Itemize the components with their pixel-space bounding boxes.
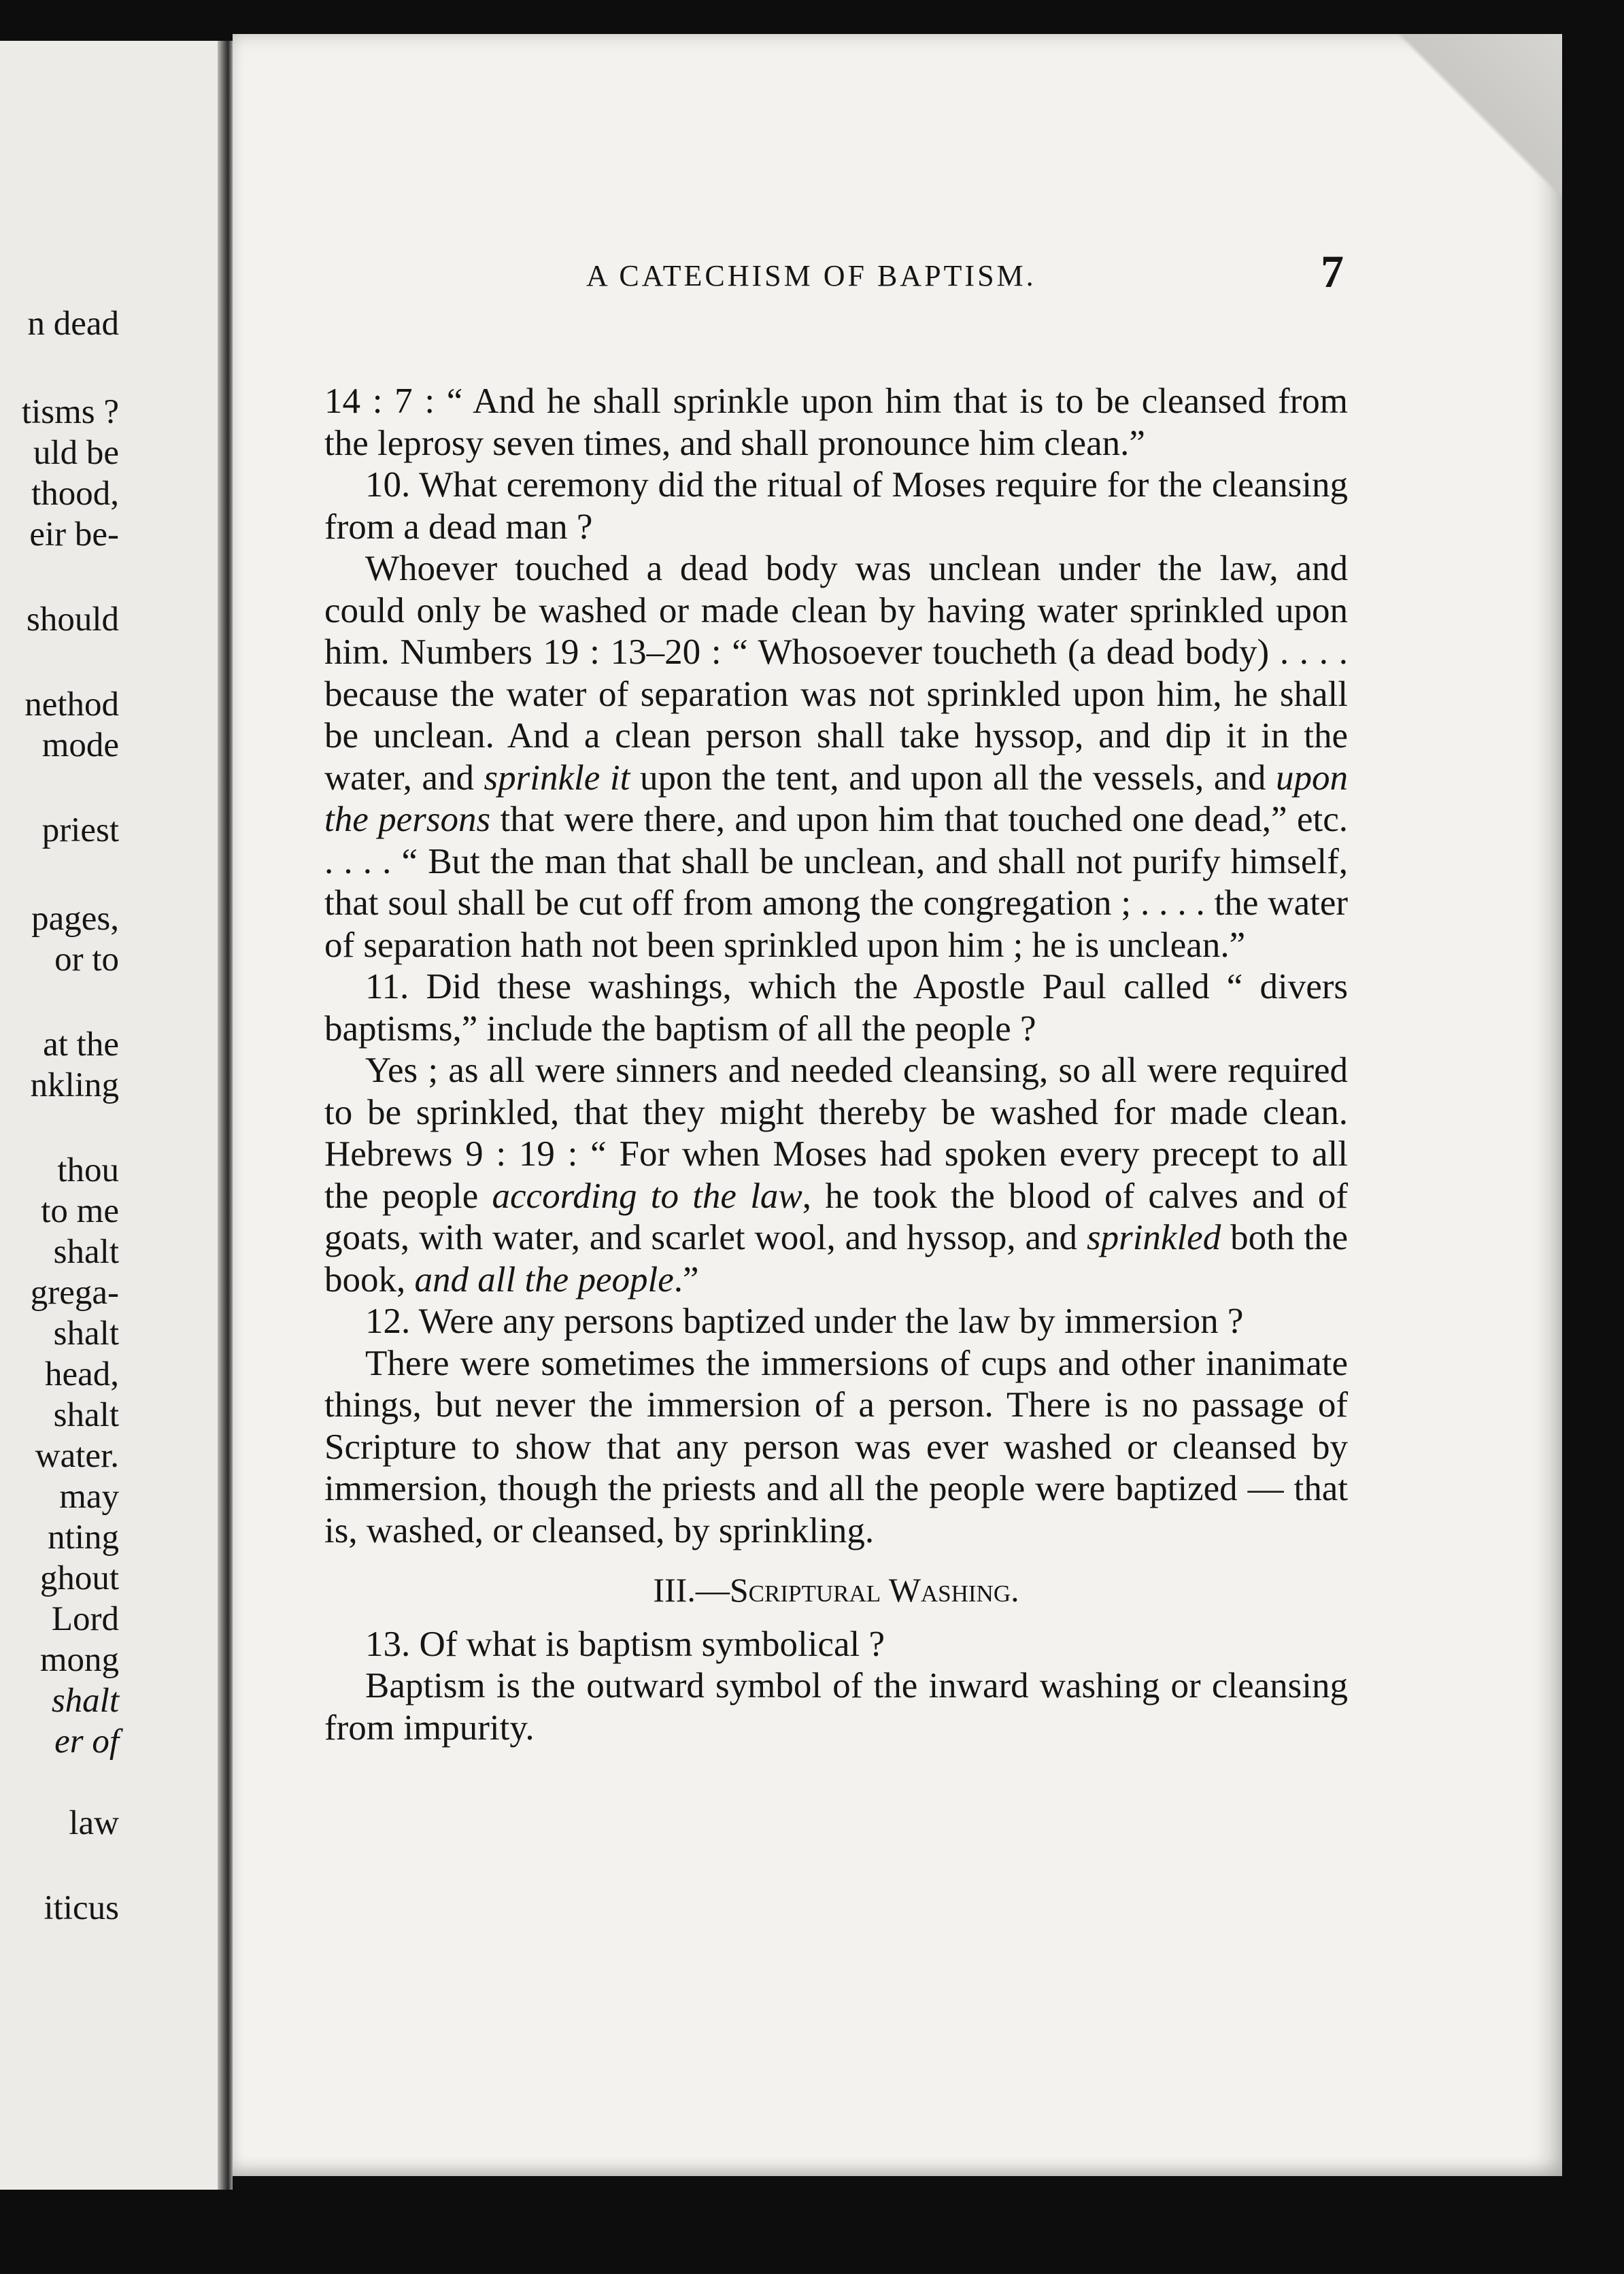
answer-13: Baptism is the outward symbol of the inward washing or cleansing from impurity. [324, 1666, 1348, 1748]
facing-page-fragment: head, [44, 1355, 119, 1393]
facing-page-fragment: thood, [31, 475, 119, 513]
facing-page-fragment: n dead [27, 305, 119, 343]
facing-page-fragment: or to [54, 940, 119, 979]
emphasis-text: and all the people [414, 1259, 674, 1300]
section-heading: III.—Scriptural Washing. [653, 1571, 1019, 1609]
answer-text: , he took the blood of calves and of goats, with water, and scarlet wool, and hyssop, and [324, 1176, 1349, 1257]
facing-page-fragment: nethod [24, 685, 119, 724]
answer-text: Yes ; as all were sinners and needed cleansing, so all were required to be sprinkled, that they might thereby be washed for made clean. Hebrews 9 : 19 : “ For when Moses had spoken every precept to all the people [324, 1051, 1348, 1216]
question-13: 13. Of what is baptism symbolical ? [365, 1624, 885, 1664]
paragraph-text: 14 : 7 : “ And he shall sprinkle upon him that is to be cleansed from the leprosy seven times, and shall pronounce him clean.” [324, 381, 1348, 463]
page-body [324, 381, 1348, 1749]
facing-page-fragment: should [26, 600, 119, 639]
facing-page-fragment: grega- [30, 1274, 119, 1312]
answer-text: both the book, [324, 1218, 1348, 1300]
facing-page-fragment: shalt [53, 1233, 119, 1271]
answer-text: Whoever touched a dead body was unclean under the law, and could only be washed or made clean by having water sprinkled upon him. Numbers 19 : 13–20 : “ Whosoever toucheth (a dead body) . . . . because the water of separation was not sprinkled upon him, he shall be unclean. And a clean person shall take hyssop, and dip it in the water, and [324, 549, 1348, 798]
paragraph-continuation [324, 381, 1348, 464]
facing-page-fragment: uld be [33, 434, 119, 472]
answer-10 [324, 548, 1348, 966]
emphasis-text: according to the law [492, 1176, 802, 1216]
facing-page-fragment: to me [41, 1192, 119, 1230]
answer-text: .” [673, 1259, 699, 1300]
answer-text: upon the tent, and upon all the vessels, and [630, 758, 1276, 798]
question-12: 12. Were any persons baptized under the law by immersion ? [365, 1302, 1244, 1341]
facing-page-fragment: nting [48, 1518, 119, 1557]
facing-page-fragment: at the [43, 1025, 119, 1064]
facing-page-fragment: water. [35, 1437, 119, 1475]
answer-text: that were there, and upon him that touched one dead,” etc. . . . . “ But the man that shall be unclean, and shall not purify himself, that soul shall be cut off from among the congregation ; . . . . the water of separation hath not been sprinkled upon him ; he is unclean.” [324, 800, 1348, 965]
facing-page-fragment: eir be- [29, 515, 119, 554]
question-10: 10. What ceremony did the ritual of Moses require for the cleansing from a dead man ? [324, 465, 1348, 547]
page-number: 7 [1321, 245, 1344, 297]
facing-page-fragment: tisms ? [21, 393, 119, 431]
facing-page-fragment: shalt [53, 1396, 119, 1434]
facing-page-fragment: pages, [31, 900, 119, 938]
facing-page-fragment: er of [54, 1723, 119, 1761]
facing-page-fragment: shalt [53, 1314, 119, 1353]
answer-11 [324, 1050, 1348, 1301]
facing-page-fragment: law [69, 1804, 119, 1842]
emphasis-text: sprinkled [1086, 1218, 1221, 1257]
facing-page-fragment: mong [39, 1641, 119, 1679]
answer-12: There were sometimes the immersions of cups and other inanimate things, but never the immersion of a person. There is no passage of Scripture to show that any person was ever washed or cleansed by immersion, though the priests and all the people were baptized — that is, washed, or cleansed, by sprinkling. [324, 1343, 1348, 1550]
facing-page-fragment: may [59, 1478, 119, 1516]
page-fold-corner [1399, 34, 1562, 204]
facing-page-fragment: Lord [51, 1600, 119, 1638]
facing-page-fragment: ghout [39, 1559, 119, 1597]
facing-page-fragment: iticus [44, 1889, 119, 1927]
question-11: 11. Did these washings, which the Apostle Paul called “ divers baptisms,” include the baptism of all the people ? [324, 967, 1348, 1049]
book-page [233, 34, 1562, 2176]
running-title: A CATECHISM OF BAPTISM. [586, 259, 1036, 292]
facing-page-fragment: shalt [51, 1682, 119, 1720]
emphasis-text: sprinkle it [484, 758, 630, 798]
facing-page-fragment: priest [41, 811, 119, 849]
facing-page-fragment: mode [41, 726, 119, 764]
facing-page-fragment: thou [57, 1151, 119, 1189]
emphasis-text: upon the persons [324, 758, 1348, 839]
facing-page-fragment: nkling [30, 1066, 119, 1104]
book-gutter [218, 41, 233, 2190]
facing-page-left [0, 41, 228, 2190]
